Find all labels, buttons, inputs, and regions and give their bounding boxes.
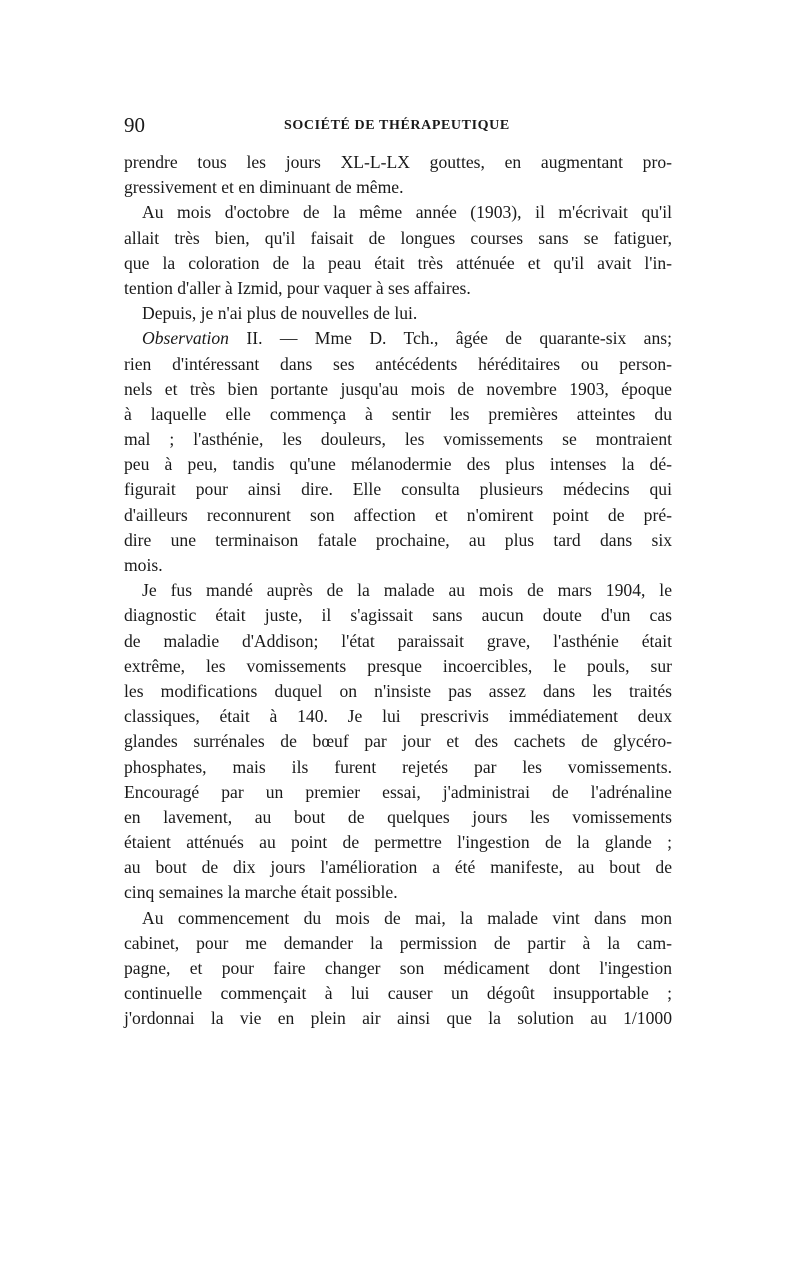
text-line xyxy=(124,880,672,905)
text-line-content: mal ; l'asthénie, les douleurs, les vomissements se montraient xyxy=(124,429,672,450)
text-line xyxy=(124,654,672,679)
text-line-content: rien d'intéressant dans ses antécédents héréditaires ou person- xyxy=(124,353,672,374)
text-line xyxy=(124,553,672,578)
text-line-content: peu à peu, tandis qu'une mélanodermie des plus intenses la dé- xyxy=(124,454,672,475)
text-line xyxy=(124,528,672,553)
running-head: SOCIÉTÉ DE THÉRAPEUTIQUE xyxy=(284,118,510,133)
text-line-content: j'ordonnai la vie en plein air ainsi que la solution au 1/1000 xyxy=(124,1008,672,1029)
text-line-content: extrême, les vomissements presque incoercibles, le pouls, sur xyxy=(124,655,672,676)
text-line-content: allait très bien, qu'il faisait de longues courses sans se fatiguer, xyxy=(124,227,672,248)
text-line-content: de maladie d'Addison; l'état paraissait grave, l'asthénie était xyxy=(124,630,672,651)
text-line-content: à laquelle elle commença à sentir les premières atteintes du xyxy=(124,403,672,424)
text-line xyxy=(124,226,672,251)
text-line-content: diagnostic était juste, il s'agissait sans aucun doute d'un cas xyxy=(124,605,672,626)
page-number: 90 xyxy=(124,113,145,137)
text-line-content: mois. xyxy=(124,555,163,575)
text-line xyxy=(124,427,672,452)
text-line-content: Je fus mandé auprès de la malade au mois de mars 1904, le xyxy=(142,580,672,601)
text-line xyxy=(124,175,672,200)
text-line-content: figurait pour ainsi dire. Elle consulta plusieurs médecins qui xyxy=(124,479,672,500)
text-line-content: II. — Mme D. Tch., âgée de quarante-six ans; xyxy=(228,328,672,349)
text-line-content: cinq semaines la marche était possible. xyxy=(124,882,398,903)
text-line xyxy=(124,452,672,477)
text-line-content: glandes surrénales de bœuf par jour et des cachets de glycéro- xyxy=(124,731,672,752)
text-line xyxy=(124,805,672,830)
text-line xyxy=(124,629,672,654)
text-line xyxy=(124,931,672,956)
text-line xyxy=(124,1006,672,1031)
text-line xyxy=(124,251,672,276)
text-line-content: que la coloration de la peau était très atténuée et qu'il avait l'in- xyxy=(124,252,672,273)
text-line xyxy=(124,704,672,729)
text-line xyxy=(124,578,672,603)
text-line-content: classiques, était à 140. Je lui prescrivis immédiatement deux xyxy=(124,706,672,727)
text-line xyxy=(124,477,672,502)
text-line-content: pagne, et pour faire changer son médicament dont l'ingestion xyxy=(124,958,672,978)
page-header xyxy=(124,113,674,143)
text-line xyxy=(124,855,672,880)
text-line-content: Encouragé par un premier essai, j'administrai de l'adrénaline xyxy=(124,781,672,802)
text-line-content: Au commencement du mois de mai, la malade vint dans mon xyxy=(142,907,672,928)
text-line xyxy=(124,780,672,805)
text-line-content: phosphates, mais ils furent rejetés par les vomissements. xyxy=(124,756,672,777)
text-line-content: les modifications duquel on n'insiste pas assez dans les traités xyxy=(124,680,672,701)
text-line xyxy=(124,830,672,855)
text-line-content: étaient atténués au point de permettre l'ingestion de la glande ; xyxy=(124,832,672,853)
text-line xyxy=(124,603,672,628)
text-line xyxy=(124,377,672,402)
text-line xyxy=(124,503,672,528)
text-line xyxy=(124,981,672,1006)
text-line xyxy=(124,729,672,754)
text-line xyxy=(124,402,672,427)
text-line xyxy=(124,755,672,780)
text-line xyxy=(124,276,672,301)
text-line xyxy=(124,956,672,981)
text-line-content: gressivement et en diminuant de même. xyxy=(124,177,404,198)
text-line xyxy=(124,352,672,377)
observation-label: Observation xyxy=(142,328,229,349)
text-line-content: Au mois d'octobre de la même année (1903), il m'écrivait qu'il xyxy=(142,202,672,223)
text-line-content: tention d'aller à Izmid, pour vaquer à ses affaires. xyxy=(124,277,471,298)
text-line-content: au bout de dix jours l'amélioration a été manifeste, au bout de xyxy=(124,857,672,878)
text-line xyxy=(124,326,672,351)
text-line xyxy=(124,150,672,175)
text-line-content: prendre tous les jours XL-L-LX gouttes, en augmentant pro- xyxy=(124,152,672,172)
text-line-content: en lavement, au bout de quelques jours les vomissements xyxy=(124,806,672,827)
text-line-content: continuelle commençait à lui causer un dégoût insupportable ; xyxy=(124,983,672,1004)
text-line xyxy=(124,679,672,704)
text-line-content: nels et très bien portante jusqu'au mois de novembre 1903, époque xyxy=(124,378,672,399)
body-text xyxy=(124,150,672,1032)
text-line-content: cabinet, pour me demander la permission de partir à la cam- xyxy=(124,932,672,953)
text-line-content: Depuis, je n'ai plus de nouvelles de lui. xyxy=(142,303,418,324)
text-line xyxy=(124,301,672,326)
text-line xyxy=(124,906,672,931)
text-line-content: dire une terminaison fatale prochaine, au plus tard dans six xyxy=(124,529,672,550)
text-line-content: d'ailleurs reconnurent son affection et n'omirent point de pré- xyxy=(124,504,672,525)
text-line xyxy=(124,200,672,225)
